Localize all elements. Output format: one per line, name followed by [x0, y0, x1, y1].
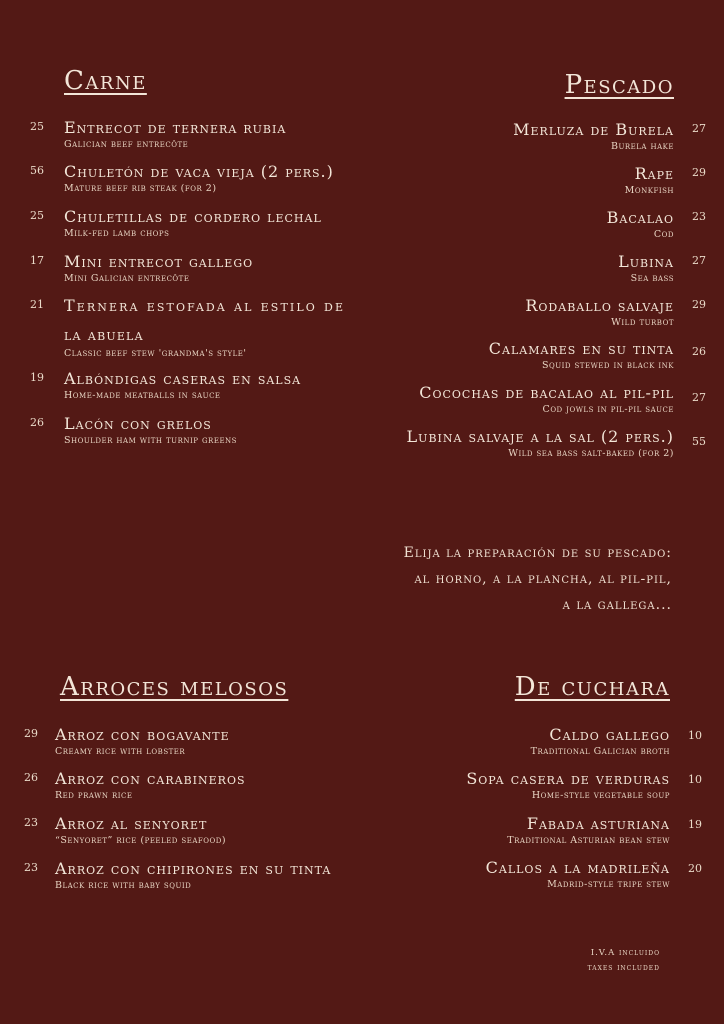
item-name: Chuletón de vaca vieja (2 pers.)	[64, 162, 334, 181]
taxes-line-es: I.V.A incluido	[590, 948, 660, 958]
section-title-carne: Carne	[64, 66, 147, 96]
note-line: al horno, a la plancha, al pil-pil,	[414, 571, 672, 587]
item-description: Monkfish	[624, 185, 674, 196]
item-description: Wild turbot	[611, 317, 674, 328]
item-price: 23	[24, 816, 38, 829]
item-price: 27	[692, 122, 706, 135]
preparation-note	[404, 540, 672, 618]
item-price: 20	[688, 862, 702, 875]
item-description: Red prawn rice	[55, 790, 133, 801]
menu-item-callos	[362, 858, 702, 900]
item-price: 26	[24, 771, 38, 784]
item-price: 19	[30, 371, 44, 384]
item-price: 23	[692, 210, 706, 223]
item-description: Squid stewed in black ink	[541, 360, 674, 371]
item-description: Wild sea bass salt-baked (for 2)	[508, 448, 674, 459]
item-name: Callos a la madrileña	[485, 858, 670, 877]
item-description: Sea bass	[630, 273, 674, 284]
menu-item-arroz-bogavante	[24, 725, 384, 767]
item-name: Sopa casera de verduras	[466, 769, 670, 788]
item-price: 10	[688, 773, 702, 786]
note-line: Elija la preparación de su pescado:	[403, 545, 672, 561]
item-price: 56	[30, 164, 44, 177]
menu-item-sopa-verduras	[362, 769, 702, 811]
item-name: Arroz al senyoret	[55, 814, 208, 833]
menu-item-mini-entrecot	[30, 252, 370, 294]
menu-item-fabada	[362, 814, 702, 856]
item-price: 10	[688, 729, 702, 742]
item-name: Cocochas de bacalao al pil-pil	[419, 383, 674, 402]
item-description: Home-made meatballs in sauce	[64, 390, 221, 401]
item-name: Fabada asturiana	[526, 814, 670, 833]
item-name: Bacalao	[606, 208, 674, 227]
item-price: 27	[692, 391, 706, 404]
item-price: 17	[30, 254, 44, 267]
item-name: Arroz con bogavante	[55, 725, 230, 744]
item-description: Galician beef entrecôte	[64, 139, 189, 150]
item-description: Cod	[653, 229, 674, 240]
item-name: Albóndigas caseras en salsa	[64, 369, 302, 388]
item-name-line1: Ternera estofada al estilo de	[64, 296, 346, 315]
item-description: Home-style vegetable soup	[531, 790, 670, 801]
item-name: Merluza de Burela	[513, 120, 674, 139]
item-price: 25	[30, 209, 44, 222]
item-description: Burela hake	[611, 141, 674, 152]
item-price: 26	[30, 416, 44, 429]
item-description: Black rice with baby squid	[55, 880, 192, 891]
taxes-note	[588, 946, 660, 976]
menu-item-lubina	[366, 252, 706, 294]
item-description: “Senyoret” rice (peeled seafood)	[55, 835, 227, 846]
item-name: Lacón con grelos	[64, 414, 212, 433]
menu-item-chuletillas	[30, 207, 370, 249]
menu-item-calamares	[366, 339, 706, 381]
menu-item-bacalao	[366, 208, 706, 250]
menu-item-entrecot	[30, 118, 370, 160]
item-name: Chuletillas de cordero lechal	[64, 207, 322, 226]
menu-item-lubina-salvaje	[346, 427, 706, 469]
menu-item-arroz-senyoret	[24, 814, 384, 856]
item-name-line2: la abuela	[64, 325, 144, 344]
item-description: Mini Galician entrecôte	[64, 273, 190, 284]
section-title-pescado: Pescado	[564, 70, 674, 100]
item-description: Creamy rice with lobster	[55, 746, 186, 757]
menu-item-arroz-chipirones	[24, 859, 384, 901]
item-name: Lubina salvaje a la sal (2 pers.)	[406, 427, 674, 446]
item-name: Arroz con carabineros	[55, 769, 246, 788]
item-price: 29	[692, 298, 706, 311]
item-name: Calamares en su tinta	[488, 339, 674, 358]
item-price: 23	[24, 861, 38, 874]
menu-item-lacon	[30, 414, 370, 456]
item-price: 25	[30, 120, 44, 133]
item-description: Madrid-style tripe stew	[547, 879, 670, 890]
item-description: Classic beef stew 'grandma's style'	[64, 348, 247, 359]
item-price: 29	[692, 166, 706, 179]
menu-item-merluza	[366, 120, 706, 162]
item-description: Shoulder ham with turnip greens	[64, 435, 237, 446]
item-price: 19	[688, 818, 702, 831]
menu-item-chuleton	[30, 162, 370, 204]
item-price: 21	[30, 298, 44, 311]
item-name: Mini entrecot gallego	[64, 252, 254, 271]
item-description: Milk-fed lamb chops	[64, 228, 170, 239]
menu-item-rape	[366, 164, 706, 206]
item-name: Rodaballo salvaje	[525, 296, 674, 315]
section-title-cuchara: De cuchara	[514, 672, 670, 702]
menu-item-ternera-estofada	[30, 296, 370, 364]
menu-item-rodaballo	[366, 296, 706, 338]
item-description: Traditional Galician broth	[530, 746, 670, 757]
menu-item-caldo-gallego	[362, 725, 702, 767]
menu-item-albondigas	[30, 369, 370, 411]
note-line: a la gallega...	[562, 597, 672, 613]
item-description: Mature beef rib steak (for 2)	[64, 183, 217, 194]
item-price: 55	[692, 435, 706, 448]
item-description: Traditional Asturian bean stew	[507, 835, 670, 846]
item-name: Entrecot de ternera rubia	[64, 118, 287, 137]
taxes-line-en: taxes included	[587, 963, 660, 973]
menu-item-arroz-carabineros	[24, 769, 384, 811]
item-description: Cod jowls in pil-pil sauce	[542, 404, 674, 415]
item-price: 29	[24, 727, 38, 740]
item-name: Lubina	[618, 252, 674, 271]
item-name: Arroz con chipirones en su tinta	[55, 859, 332, 878]
item-name: Rape	[634, 164, 674, 183]
menu-item-cocochas	[346, 383, 706, 425]
item-name: Caldo gallego	[549, 725, 670, 744]
item-price: 27	[692, 254, 706, 267]
section-title-arroces: Arroces melosos	[60, 672, 289, 702]
item-price: 26	[692, 345, 706, 358]
